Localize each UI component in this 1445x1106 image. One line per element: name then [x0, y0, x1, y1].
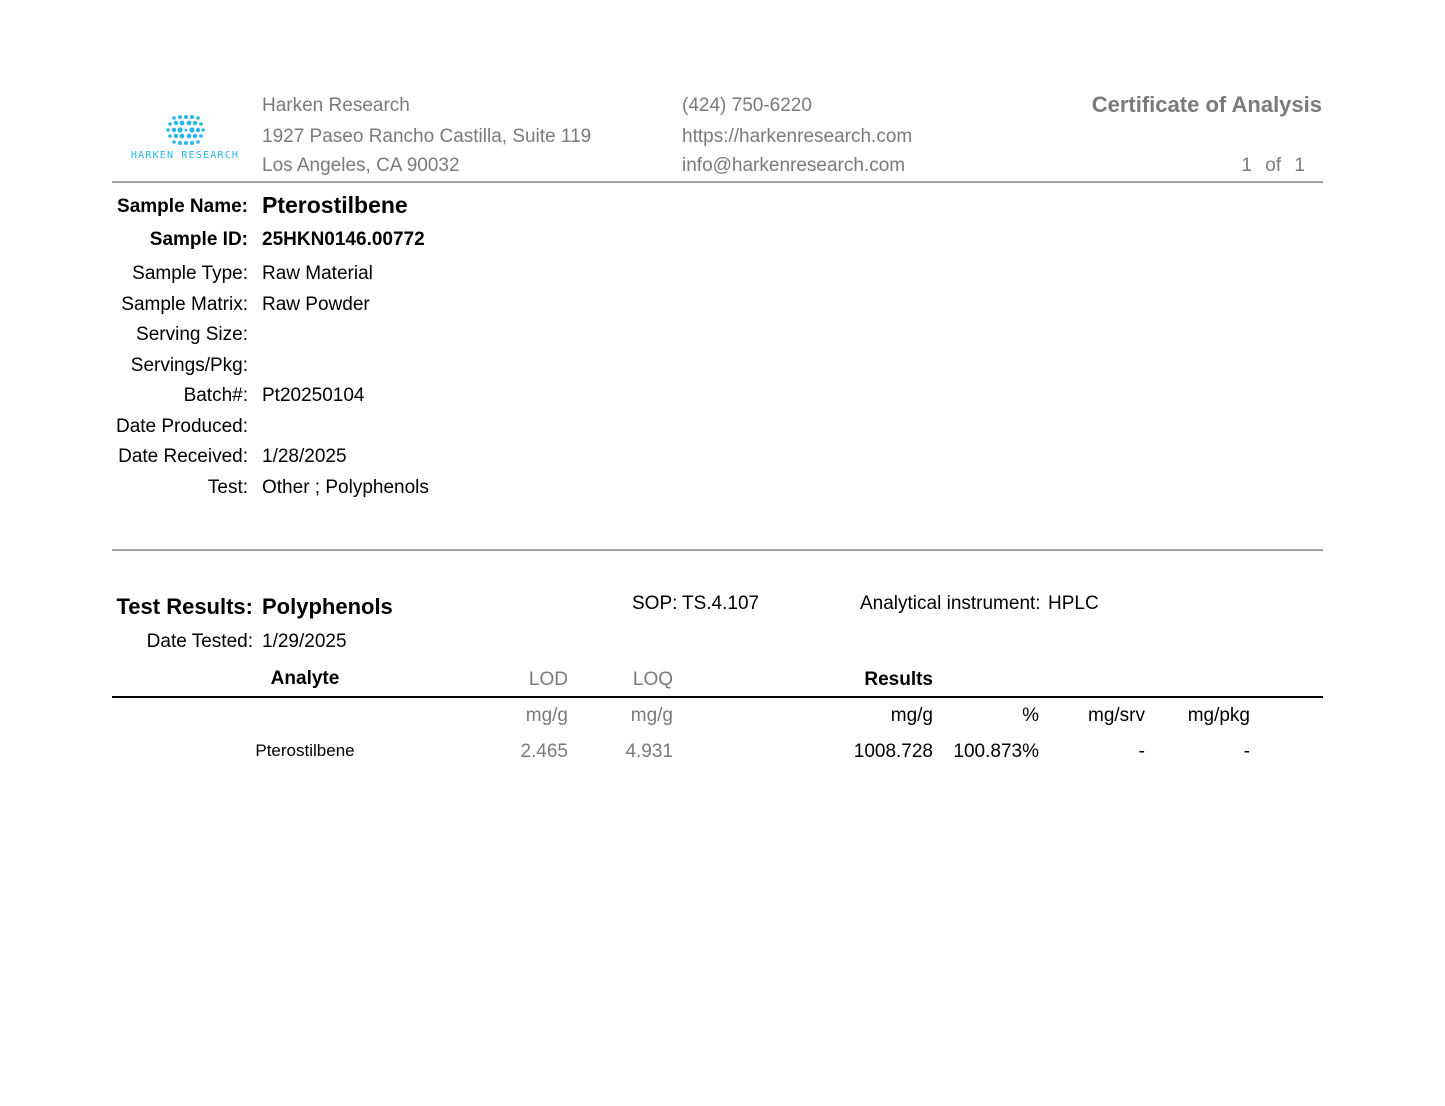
logo-dots-icon — [112, 114, 258, 148]
batch-value: Pt20250104 — [262, 385, 365, 406]
page-current: 1 — [1241, 155, 1252, 176]
section-divider — [112, 549, 1323, 551]
page-total: 1 — [1294, 155, 1305, 176]
date-received-value: 1/28/2025 — [262, 446, 347, 467]
row-mg-pkg: - — [1243, 741, 1250, 762]
header-divider — [112, 181, 1323, 183]
row-percent: 100.873% — [953, 741, 1039, 762]
sample-type-label: Sample Type: — [132, 263, 248, 284]
company-phone: (424) 750-6220 — [682, 95, 812, 116]
page-indicator — [1241, 155, 1305, 177]
sample-name-label: Sample Name: — [117, 196, 248, 217]
company-email[interactable]: info@harkenresearch.com — [682, 155, 906, 176]
col-loq-header: LOQ — [632, 669, 673, 690]
company-address-line1: 1927 Paseo Rancho Castilla, Suite 119 — [262, 126, 592, 147]
unit-percent: % — [1022, 705, 1039, 726]
row-loq: 4.931 — [625, 741, 673, 762]
unit-loq: mg/g — [630, 705, 673, 726]
date-produced-label: Date Produced: — [115, 416, 248, 437]
date-received-label: Date Received: — [118, 446, 248, 467]
company-logo — [112, 114, 258, 164]
row-analyte: Pterostilbene — [255, 741, 355, 760]
sample-matrix-label: Sample Matrix: — [121, 294, 248, 315]
page-of: of — [1265, 155, 1282, 176]
unit-mg-g: mg/g — [890, 705, 933, 726]
sample-type-value: Raw Material — [262, 263, 373, 284]
document-title: Certificate of Analysis — [1091, 92, 1322, 117]
company-website[interactable]: https://harkenresearch.com — [682, 126, 913, 147]
sample-id-label: Sample ID: — [149, 229, 248, 250]
company-name: Harken Research — [262, 95, 410, 116]
logo-text: HARKEN RESEARCH — [130, 150, 240, 161]
row-mg-g: 1008.728 — [853, 741, 933, 762]
test-value: Other ; Polyphenols — [262, 477, 429, 498]
row-lod: 2.465 — [520, 741, 568, 762]
unit-lod: mg/g — [525, 705, 568, 726]
col-results-header: Results — [864, 669, 933, 690]
row-mg-srv: - — [1138, 741, 1145, 762]
servings-pkg-label: Servings/Pkg: — [130, 355, 248, 376]
unit-mg-srv: mg/srv — [1088, 705, 1145, 726]
company-address-line2: Los Angeles, CA 90032 — [262, 155, 460, 176]
col-analyte-header: Analyte — [270, 668, 340, 689]
sop-label: SOP: — [632, 593, 678, 614]
test-results-value: Polyphenols — [262, 594, 393, 619]
sop-value: TS.4.107 — [682, 593, 760, 614]
sample-id-value: 25HKN0146.00772 — [262, 229, 425, 250]
serving-size-label: Serving Size: — [136, 324, 248, 345]
instrument-label: Analytical instrument: — [860, 593, 1041, 614]
instrument-value: HPLC — [1048, 593, 1099, 614]
sample-matrix-value: Raw Powder — [262, 294, 370, 315]
date-tested-label: Date Tested: — [146, 631, 253, 652]
test-label: Test: — [207, 477, 248, 498]
test-results-label: Test Results: — [116, 594, 253, 619]
sample-name-value: Pterostilbene — [262, 192, 408, 218]
unit-mg-pkg: mg/pkg — [1187, 705, 1250, 726]
batch-label: Batch#: — [183, 385, 248, 406]
date-tested-value: 1/29/2025 — [262, 631, 347, 652]
table-header-rule — [112, 696, 1323, 698]
col-lod-header: LOD — [528, 669, 568, 690]
